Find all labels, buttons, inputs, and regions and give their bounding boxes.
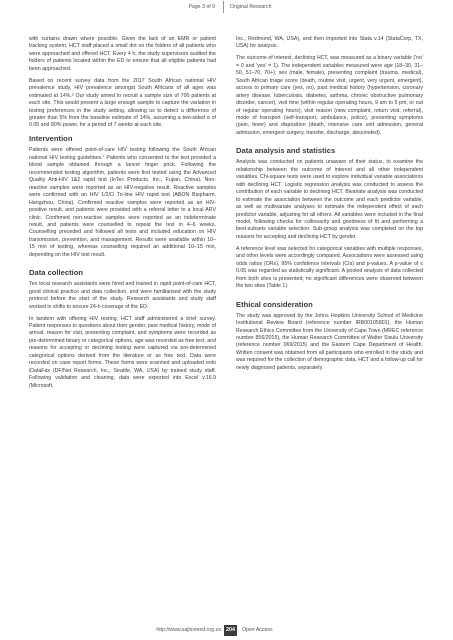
paragraph: Based on recent survey data from the 2017 South African national HIV prevalence study, HIV prevalence amongst South Africans of all ages was estimated at 14%.² Our study aimed to recruit a sample size of 700 patients at each site. This would present a large enough sample to capture the variation in testing preferences in the study setting, allowing us to detect a difference of greater than 5% from the baseline estimate of 14%, assuming a two-sided α of 0.05 and 80% power, for a period of 7 weeks at each site. [29,77,216,129]
heading-intervention: Intervention [29,134,73,144]
open-access-label: Open Access [242,627,273,633]
journal-url[interactable]: http://www.sajhivmed.org.za [156,627,221,633]
page-header [0,0,453,13]
heading-data-analysis: Data analysis and statistics [236,146,336,156]
paragraph: The study was approved by the Johns Hopkins University School of Medicine Institutional Review Board (reference number IRB00105801), the Human Research Ethics Committee from the University of Cape Town (MREC reference number 856/2015), the Human Research Committee of Walter Sisulu University (reference number 069/2015) and the Eastern Cape Department of Health. Written consent was obtained from all participants who enrolled in the study and was required for the collection of demographic data, HCT and a follow-up call for newly diagnosed patients, separately. [236,312,423,371]
header-divider [223,1,224,13]
page-footer [0,625,453,637]
paragraph: A reference level was selected for categorical variables with multiple responses, and other levels were accordingly compared. Associations were assessed using odds ratios (ORs), 95% confidence intervals (CIs) and p-values. A p-value of ≤ 0.05 was regarded as statistically significant. A pooled analysis of data collected from both sites is presented; no significant differences were observed between the two sites (Table 1). [236,245,423,290]
paragraph: In tandem with offering HIV testing, HCT staff administered a brief survey. Patient responses to questions about their gender, past medical history, mode of arrival, reason for visit, presenting complaint, and symptoms were recorded as pre-determined binary or categorical options, age was recorded as free text, and reasons for accepting or declining testing were captured via pre-determined categorical options derived from the literature or as free text. Data were recorded on case report forms. These forms were scanned and uploaded onto iDataFax (DF/Net Research, Inc., Seattle, WA, USA) by trained study staff. Following validation and cleaning, data were exported into Excel v.16.9 (Microsoft, [29,315,216,389]
left-column [29,36,216,395]
paragraph: with curtains drawn where possible. Given the lack of an EMR or patient tracking system, HCT staff placed a small dot on the folders of all patients who were approached and offered HCT. Every 4 h, the study supervisors audited the folders of patients located within the ED to ensure that all eligible patients had been approached. [29,36,216,72]
right-column [236,36,423,377]
paragraph: Ten local research assistants were hired and trained in rapid point-of-care HCT, good clinical practice and data collection, and were familiarised with the study protocol before the start of the study. Research assistants and study staff worked in shifts to ensure 24-h coverage of the ED. [29,281,216,310]
paragraph: Analysis was conducted on patients unaware of their status, to examine the relationship between the outcome of interest and all other independent variables. Chi-square tests were used to explore individual variable associations with declining HCT. Logistic regression analysis was conducted to assess the contribution of each variable to declining HCT. Bivariate analysis was conducted to estimate the association between the outcome and each predictor variable, as well as multivariate analyses to estimate the independent effect of each predictor variable, adjusting for all others. All variables were included in the final model, following checks for collinearity and goodness of fit and performing a best-subsets variable selection. Sub-group analysis was completed on the top reasons for accepting and declining HCT by gender. [236,159,423,240]
paragraph: Patients were offered point-of-care HIV testing following the South African national HIV testing guidelines.⁷ Patients who consented to the test provided a blood sample obtained through a lancet finger prick. Following the recommended testing algorithm, patients were first tested using the Advanced Quality Anti-HIV 1&2 rapid test (InTec Products, Inc., Fujian, China). Non-reactive samples were reported as an HIV-negative result. Reactive samples were confirmed with an HIV 1/2/O Tri-line HIV rapid test (ABON Biopharm, Hangzhou, China). Confirmed reactive samples were reported as an HIV-positive result, and patients were provided with a referral letter to a local ARV clinic. Confirmed non-reactive samples were reported as an indeterminate result, and patients were counselled to repeat the test in 4–6 weeks. Counselling preceded and followed all tests and included education on HIV transmission, prevention, and management. Results were available within 10–15 min of testing, whereas counselling required an additional 10–15 min, depending on the HIV test result. [29,147,216,258]
paragraph: Inc., Redmond, WA, USA), and then imported into Stata v.14 (StataCorp, TX, USA) for analysis. [236,36,423,50]
section-label: Original Research [230,4,272,10]
heading-data-collection: Data collection [29,268,84,278]
page-number-badge: 204 [224,625,237,636]
heading-ethical-consideration: Ethical consideration [236,299,313,309]
paragraph: The outcome of interest, declining HCT, was measured as a binary variable ('no' = 0 and 'yes' = 1). The independent variables measured were age (18–30, 31–50, 51–70, 70+), sex (male, female), presenting complaint (trauma, medical), South African triage score (death, routine visit, urgent, very urgent, emergent), access to primary care (yes, no), past medical history (hypertension, coronary artery disease, tuberculosis, diabetes, asthma, chronic obstructive pulmonary disorder, cancer), visit time (within regular operating hours, 9 am to 5 pm, or out of regular operating hours), visit reason (new complaint, return visit, referral), mode of transport (self-transport, ambulance, police), presenting symptoms (pain, fever) and disposition (death, intensive care unit admission, general admission, emergent surgery, transfer, discharge, absconded). [236,55,423,136]
page-label: Page 3 of 9 [188,4,215,10]
